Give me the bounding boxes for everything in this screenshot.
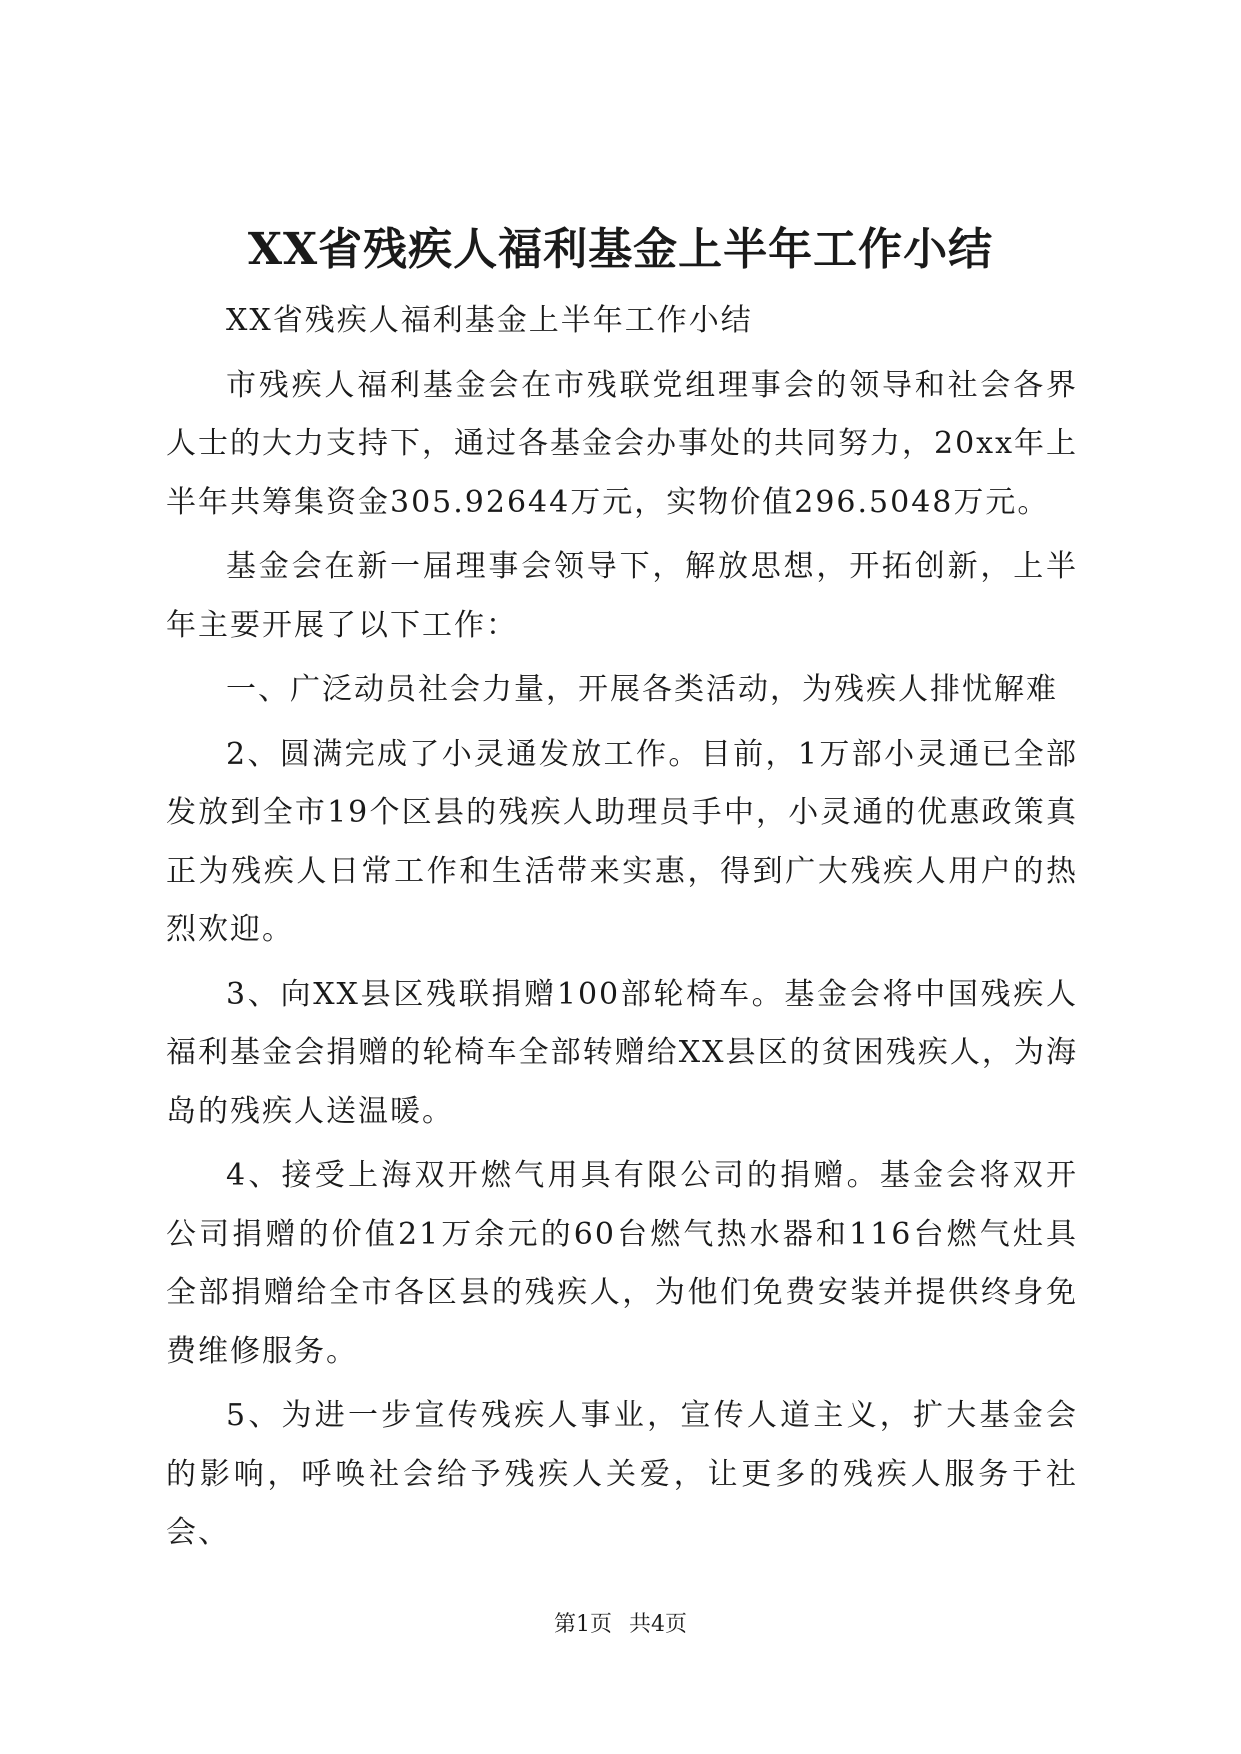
page-number-current: 第1页 — [554, 1612, 612, 1637]
document-title: XX省残疾人福利基金上半年工作小结 — [247, 224, 994, 275]
paragraph-item-4: 4、接受上海双开燃气用具有限公司的捐赠。基金会将双开公司捐赠的价值21万余元的60台燃气热水器和116台燃气灶具全部捐赠给全市各区县的残疾人，为他们免费安装并提供终身免费维修服务。 — [166, 1158, 1078, 1369]
paragraph-intro: 基金会在新一届理事会领导下，解放思想，开拓创新，上半年主要开展了以下工作： — [166, 549, 1078, 643]
page-footer — [0, 1610, 1241, 1640]
paragraph-item-3: 3、向XX县区残联捐赠100部轮椅车。基金会将中国残疾人福利基金会捐赠的轮椅车全部转赠给XX县区的贫困残疾人，为海岛的残疾人送温暖。 — [166, 976, 1078, 1129]
section-heading-1: 一、广泛动员社会力量，开展各类活动，为残疾人排忧解难 — [226, 672, 1058, 707]
paragraph-subtitle: XX省残疾人福利基金上半年工作小结 — [226, 303, 753, 338]
document-body — [166, 292, 1078, 1569]
paragraph-item-2: 2、圆满完成了小灵通发放工作。目前，1万部小灵通已全部发放到全市19个区县的残疾人助理员手中，小灵通的优惠政策真正为残疾人日常工作和生活带来实惠，得到广大残疾人用户的热烈欢迎。 — [166, 736, 1078, 947]
paragraph-item-5: 5、为进一步宣传残疾人事业，宣传人道主义，扩大基金会的影响，呼唤社会给予残疾人关爱，让更多的残疾人服务于社会、 — [166, 1398, 1078, 1550]
page-number-total: 共4页 — [629, 1612, 687, 1637]
paragraph-summary: 市残疾人福利基金会在市残联党组理事会的领导和社会各界人士的大力支持下，通过各基金会办事处的共同努力，20xx年上半年共筹集资金305.92644万元，实物价值296.5048万元。 — [166, 367, 1079, 520]
